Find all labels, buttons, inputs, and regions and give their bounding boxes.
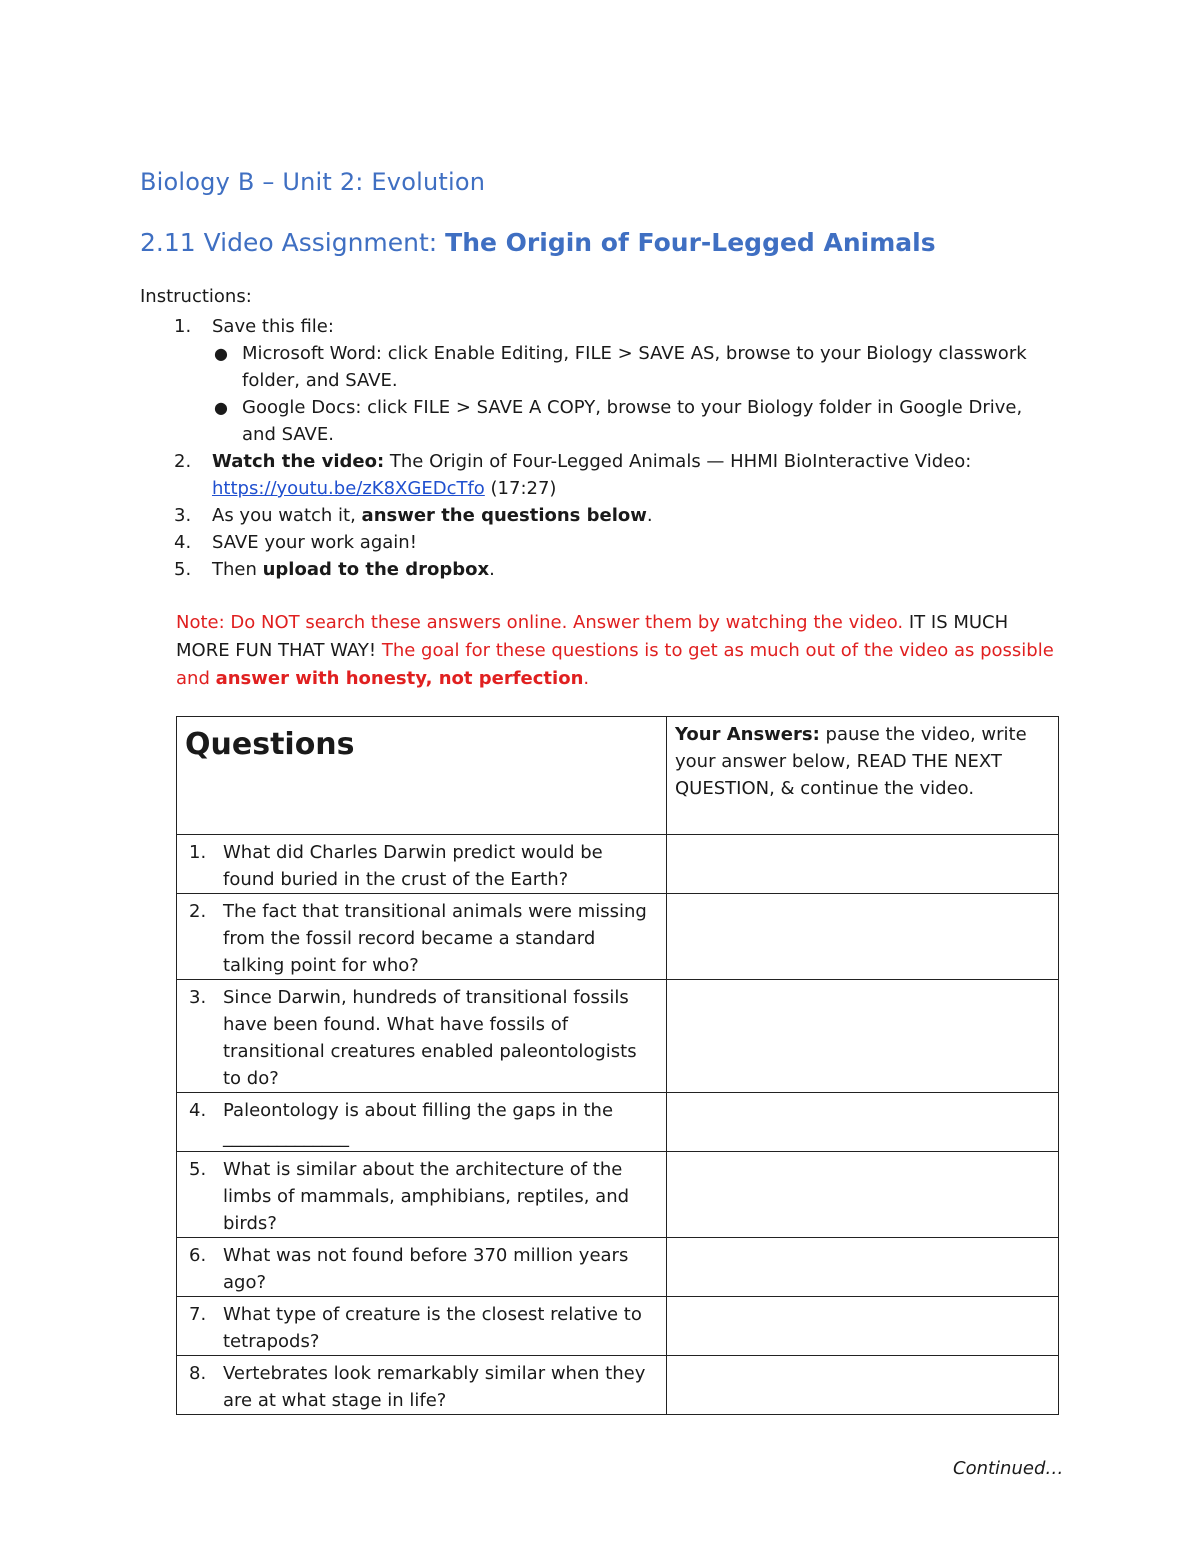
step-bold: answer the questions below: [361, 505, 647, 526]
instruction-step-5: [172, 556, 1052, 583]
answer-cell[interactable]: [667, 1093, 1059, 1152]
table-row: [177, 894, 1059, 980]
note-paragraph: [176, 609, 1056, 693]
step-number: 4.: [174, 532, 192, 553]
table-row: [177, 1356, 1059, 1415]
step-number: 1.: [174, 316, 192, 337]
answer-cell[interactable]: [667, 1356, 1059, 1415]
answer-cell[interactable]: [667, 1152, 1059, 1238]
note-tail: .: [583, 668, 590, 689]
table-row: [177, 980, 1059, 1093]
table-row: [177, 1093, 1059, 1152]
question-number: 8.: [189, 1363, 207, 1384]
question-number: 4.: [189, 1100, 207, 1121]
answers-header-cell: [667, 717, 1059, 835]
instruction-step-3: [172, 502, 1052, 529]
question-cell: [177, 1356, 667, 1415]
video-duration: (17:27): [484, 478, 557, 499]
step-number: 5.: [174, 559, 192, 580]
step-text: As you watch it,: [212, 505, 362, 526]
question-text: What is similar about the architecture of the limbs of mammals, amphibians, reptiles, and birds?: [223, 1159, 630, 1234]
answer-cell[interactable]: [667, 894, 1059, 980]
question-text: Since Darwin, hundreds of transitional fossils have been found. What have fossils of transitional creatures enabled paleontologists to do?: [223, 987, 637, 1089]
note-black: IT IS MUCH MORE FUN THAT WAY!: [176, 612, 1009, 661]
question-number: 6.: [189, 1245, 207, 1266]
continued-footer: Continued…: [953, 1458, 1064, 1479]
step-bold: Watch the video:: [212, 451, 385, 472]
question-text: The fact that transitional animals were missing from the fossil record became a standard talking point for who?: [223, 901, 647, 976]
step-text: SAVE your work again!: [212, 532, 417, 553]
question-cell: [177, 1152, 667, 1238]
table-header-row: [177, 717, 1059, 835]
table-row: [177, 1297, 1059, 1356]
answer-cell[interactable]: [667, 835, 1059, 894]
question-cell: [177, 1093, 667, 1152]
question-text: What did Charles Darwin predict would be found buried in the crust of the Earth?: [223, 842, 603, 890]
assignment-title: The Origin of Four-Legged Animals: [445, 228, 936, 257]
questions-header: Questions: [185, 727, 355, 762]
bullet-icon: ●: [214, 344, 228, 363]
table-row: [177, 835, 1059, 894]
instructions-list: [172, 313, 1052, 583]
instruction-bullet-word: [172, 340, 1052, 394]
step-tail: .: [489, 559, 495, 580]
question-number: 7.: [189, 1304, 207, 1325]
question-cell: [177, 835, 667, 894]
question-text: Paleontology is about filling the gaps in the ______________: [223, 1100, 614, 1148]
step-number: 2.: [174, 451, 192, 472]
step-bold: upload to the dropbox: [262, 559, 490, 580]
question-number: 2.: [189, 901, 207, 922]
question-cell: [177, 894, 667, 980]
assignment-heading: [140, 228, 936, 257]
bullet-icon: ●: [214, 398, 228, 417]
question-cell: [177, 1238, 667, 1297]
instruction-step-2: [172, 448, 1052, 502]
questions-header-cell: [177, 717, 667, 835]
questions-table: [176, 716, 1059, 1415]
question-number: 1.: [189, 842, 207, 863]
question-number: 5.: [189, 1159, 207, 1180]
answers-header-text: pause the video, write your answer below, READ THE NEXT QUESTION, & continue the video.: [675, 724, 1027, 799]
step-number: 3.: [174, 505, 192, 526]
course-heading: Biology B – Unit 2: Evolution: [140, 168, 486, 196]
question-text: Vertebrates look remarkably similar when they are at what stage in life?: [223, 1363, 646, 1411]
instruction-bullet-google: [172, 394, 1052, 448]
assignment-prefix: 2.11 Video Assignment:: [140, 228, 446, 257]
step-text: The Origin of Four-Legged Animals — HHMI BioInteractive Video:: [384, 451, 972, 472]
table-row: [177, 1238, 1059, 1297]
question-cell: [177, 980, 667, 1093]
step-text: Then: [212, 559, 263, 580]
answers-header-bold: Your Answers:: [675, 724, 820, 745]
answer-cell[interactable]: [667, 1238, 1059, 1297]
answer-cell[interactable]: [667, 980, 1059, 1093]
bullet-text: Google Docs: click FILE > SAVE A COPY, browse to your Biology folder in Google Drive, and SAVE.: [242, 397, 1023, 445]
note-red-2: The goal for these questions is to get as much out of the video as possible and: [176, 640, 1054, 689]
instructions-label: Instructions:: [140, 286, 252, 307]
bullet-text: Microsoft Word: click Enable Editing, FILE > SAVE AS, browse to your Biology classwork folder, and SAVE.: [242, 343, 1027, 391]
video-link[interactable]: https://youtu.be/zK8XGEDcTfo: [212, 478, 485, 499]
question-number: 3.: [189, 987, 207, 1008]
question-text: What was not found before 370 million years ago?: [223, 1245, 629, 1293]
table-row: [177, 1152, 1059, 1238]
instruction-step-4: [172, 529, 1052, 556]
note-red-1: Note: Do NOT search these answers online. Answer them by watching the video.: [176, 612, 909, 633]
question-text: What type of creature is the closest relative to tetrapods?: [223, 1304, 642, 1352]
step-tail: .: [646, 505, 653, 526]
note-bold: answer with honesty, not perfection: [215, 668, 584, 689]
instruction-step-1: [172, 313, 1052, 340]
step-text: Save this file:: [212, 316, 334, 337]
question-cell: [177, 1297, 667, 1356]
answer-cell[interactable]: [667, 1297, 1059, 1356]
